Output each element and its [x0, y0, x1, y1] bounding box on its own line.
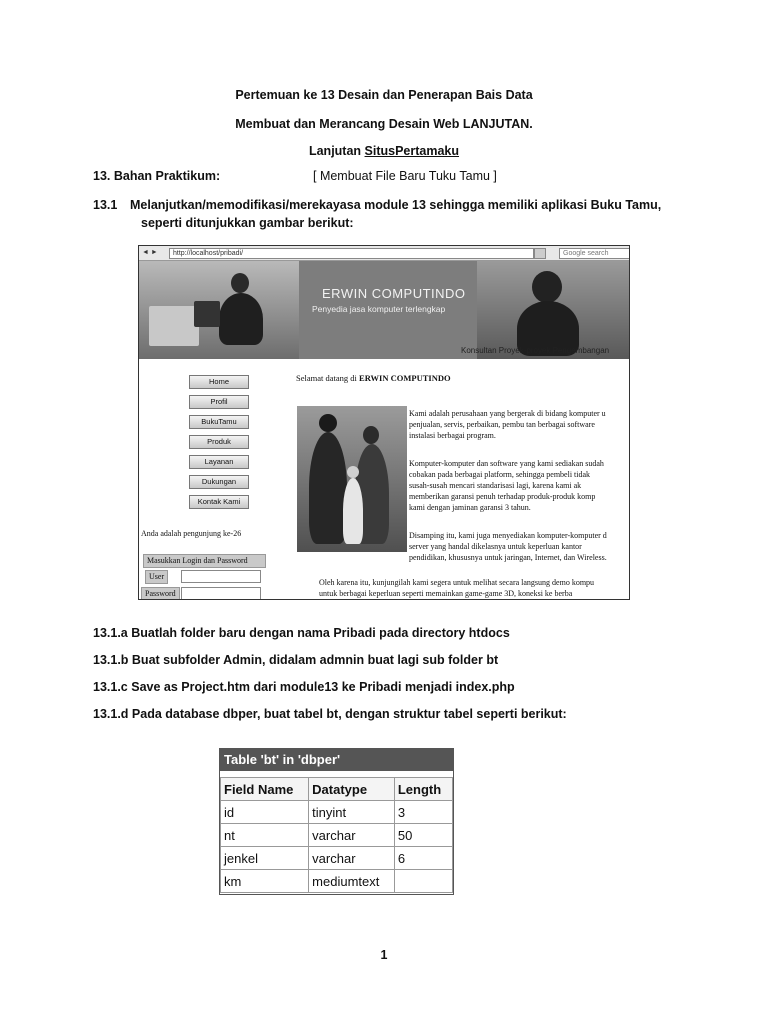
table-cell: id: [221, 801, 309, 824]
password-label: Password: [141, 587, 180, 600]
about-paragraph-1: Kami adalah perusahaan yang bergerak di bidang komputer u penjualan, servis, perbaikan, pembu tan berbagai software instalasi berbagai program.: [409, 409, 606, 440]
banner-title: ERWIN COMPUTINDO: [322, 286, 466, 301]
family-photo: [297, 406, 407, 552]
table-cell: tinyint: [309, 801, 395, 824]
address-bar: http://localhost/pribadi/: [169, 248, 534, 259]
welcome-prefix: Selamat datang di: [296, 373, 360, 383]
banner-photo-left: [139, 261, 299, 359]
subheading-prefix: Lanjutan: [308, 144, 365, 158]
intro-line-1: Melanjutkan/memodifikasi/merekayasa module 13 sehingga memiliki aplikasi Buku Tamu,: [130, 198, 662, 212]
welcome-name: ERWIN COMPUTINDO: [359, 373, 451, 383]
site-banner: [139, 261, 629, 359]
user-input[interactable]: [181, 570, 261, 583]
banner-subtitle: Penyedia jasa komputer terlengkap: [312, 304, 446, 314]
step-c: 13.1.c Save as Project.htm dari module13 ke Pribadi menjadi index.php: [93, 680, 515, 694]
page-number: 1: [380, 948, 388, 962]
table-caption: Table 'bt' in 'dbper': [220, 749, 453, 771]
table-row: [221, 801, 453, 824]
step-b: 13.1.b Buat subfolder Admin, didalam admnin buat lagi sub folder bt: [93, 653, 499, 667]
banner-consultant: Konsultan Proyek-proyek Pengembangan: [461, 346, 610, 355]
document-subheading: [0, 144, 768, 158]
user-label: User: [145, 570, 168, 584]
menu-profil-button[interactable]: Profil: [189, 395, 249, 409]
table-row: [221, 870, 453, 893]
document-title: Pertemuan ke 13 Desain dan Penerapan Bais Data: [235, 88, 533, 102]
browser-nav-icons: ◄ ►: [142, 249, 158, 256]
table-row: [221, 824, 453, 847]
go-icon: [534, 248, 546, 259]
about-paragraph-3: Disamping itu, kami juga menyediakan komputer-komputer d server yang handal dikelasnya untuk keperluan kantor pendidikan, khususnya untuk jaringan, Internet, dan Wireless.: [409, 531, 607, 562]
table-cell: jenkel: [221, 847, 309, 870]
intro-line-2: seperti ditunjukkan gambar berikut:: [141, 216, 354, 230]
table-cell: varchar: [309, 824, 395, 847]
website-screenshot: [138, 245, 630, 600]
section-label: 13. Bahan Praktikum:: [93, 169, 221, 183]
menu-layanan-button[interactable]: Layanan: [189, 455, 249, 469]
search-box: Google search: [559, 248, 630, 259]
menu-kontak-button[interactable]: Kontak Kami: [189, 495, 249, 509]
about-paragraph-4: Oleh karena itu, kunjungilah kami segera untuk melihat secara langsung demo kompu untuk berbagai keperluan seperti memainkan game-game 3D, koneksi ke berba: [319, 578, 595, 598]
table-cell: 3: [394, 801, 452, 824]
col-header: Length: [394, 778, 452, 801]
about-paragraph-2: Komputer-komputer dan software yang kami sediakan sudah cobakan pada berbagai platform, sehingga pembeli tidak susah-susah mencari standarisasi lagi, karena kami ak memberikan garansi penuh terhadap produk-produk komp kami dengan jaminan garansi 3 tahun.: [409, 459, 604, 512]
visitor-counter: Anda adalah pengunjung ke-26: [141, 529, 242, 538]
menu-home-button[interactable]: Home: [189, 375, 249, 389]
section-task: [ Membuat File Baru Tuku Tamu ]: [313, 169, 497, 183]
site-name-link: SitusPertamaku: [364, 144, 460, 158]
table-cell: [394, 870, 452, 893]
login-title: Masukkan Login dan Password: [143, 554, 266, 568]
menu-dukungan-button[interactable]: Dukungan: [189, 475, 249, 489]
table-header-row: [221, 778, 453, 801]
intro-number: 13.1: [93, 198, 118, 212]
password-input[interactable]: [181, 587, 261, 600]
welcome-text: [296, 373, 451, 383]
col-header: Datatype: [309, 778, 395, 801]
table-cell: mediumtext: [309, 870, 395, 893]
table-cell: varchar: [309, 847, 395, 870]
step-d: 13.1.d Pada database dbper, buat tabel bt, dengan struktur tabel seperti berikut:: [93, 707, 567, 721]
menu-produk-button[interactable]: Produk: [189, 435, 249, 449]
structure-table: [220, 777, 453, 893]
banner-photo-right: [477, 261, 629, 359]
step-a: 13.1.a Buatlah folder baru dengan nama Pribadi pada directory htdocs: [93, 626, 510, 640]
table-cell: km: [221, 870, 309, 893]
table-row: [221, 847, 453, 870]
document-subtitle: Membuat dan Merancang Desain Web LANJUTAN.: [235, 117, 533, 131]
browser-toolbar: [139, 246, 629, 261]
table-cell: nt: [221, 824, 309, 847]
table-cell: 6: [394, 847, 452, 870]
menu-bukutamu-button[interactable]: BukuTamu: [189, 415, 249, 429]
table-cell: 50: [394, 824, 452, 847]
table-structure-image: [219, 748, 454, 895]
col-header: Field Name: [221, 778, 309, 801]
